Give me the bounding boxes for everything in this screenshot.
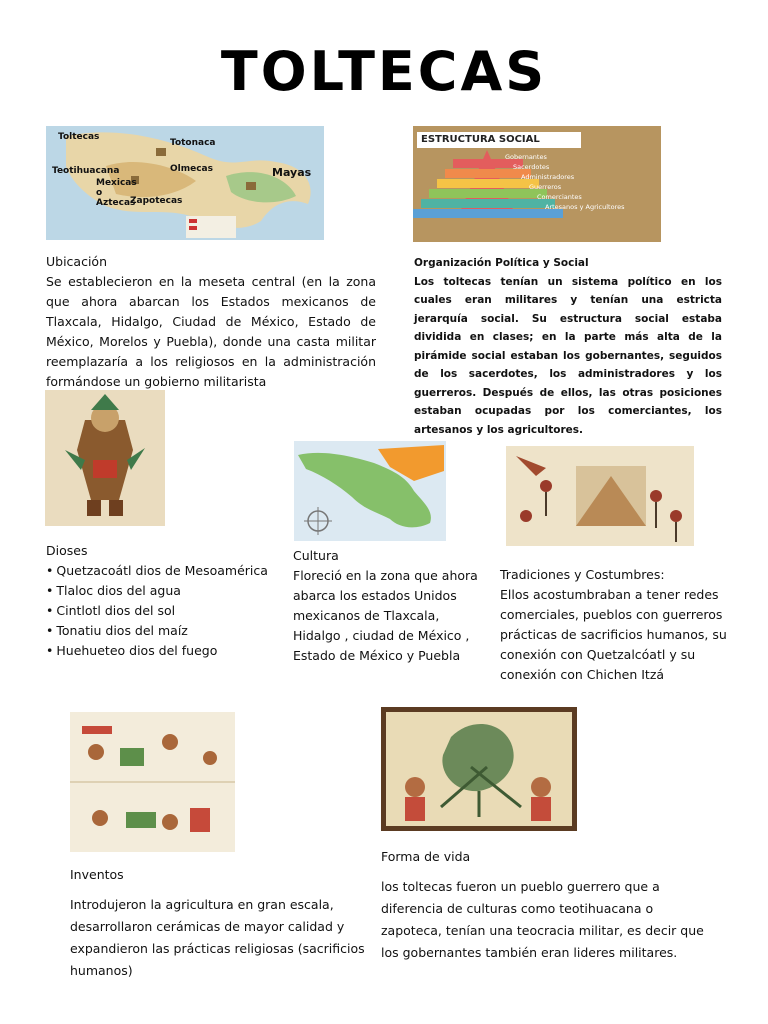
- forma-vida-body: los toltecas fueron un pueblo guerrero que a diferencia de culturas como teotihuacana o zapoteca, tenían una teocracia militar, es decir que los gobernantes también eran lideres militares.: [381, 879, 704, 960]
- god-codex-image: [45, 390, 165, 526]
- inventos-body: Introdujeron la agricultura en gran escala, desarrollaron cerámicas de mayor calidad y expandieron las prácticas religiosas (sacrificios humanos): [70, 897, 365, 978]
- tradiciones-section: [500, 565, 740, 685]
- inventos-heading: Inventos: [70, 867, 124, 882]
- map-label-zapotecas: Zapotecas: [130, 196, 183, 206]
- ubicacion-heading: Ubicación: [46, 254, 108, 269]
- level-artesanos: Artesanos y Agricultores: [545, 203, 625, 211]
- level-administradores: Administradores: [521, 173, 575, 181]
- dioses-section: [46, 541, 296, 661]
- tradiciones-body: Ellos acostumbraban a tener redes comerciales, pueblos con guerreros prácticas de sacrificios humanos, su conexión con Quetzalcóatl y su conexión con Chichen Itzá: [500, 587, 727, 682]
- level-sacerdotes: Sacerdotes: [513, 163, 550, 171]
- dioses-list: [46, 561, 296, 661]
- list-item: • Tonatiu dios del maíz: [46, 621, 296, 641]
- organizacion-body: Los toltecas tenían un sistema político en los cuales eran militares y tenían una estricta jerarquía social. Su estructura social estaba dividida en clases; en la parte más alta de la pirámide social estaban los gobernantes, seguidos de los sacerdotes, los administradores y los guerreros. Después de ellos, las otras posiciones estaban ocupadas por los comerciantes, los artesanos y los agricultores.: [414, 275, 722, 436]
- cultura-body: Floreció en la zona que ahora abarca los estados Unidos mexicanos de Tlaxcala, Hidalgo , ciudad de México , Estado de México y Puebla: [293, 568, 478, 663]
- forma-vida-heading: Forma de vida: [381, 849, 471, 864]
- map-label-totonaca: Totonaca: [170, 138, 216, 148]
- inventos-codex-image: [70, 712, 235, 852]
- map-label-toltecas: Toltecas: [58, 132, 100, 142]
- organizacion-heading: Organización Política y Social: [414, 257, 589, 269]
- list-item: • Cintlotl dios del sol: [46, 601, 296, 621]
- social-structure-header: ESTRUCTURA SOCIAL: [417, 132, 581, 148]
- list-item: • Quetzacoátl dios de Mesoamérica: [46, 561, 296, 581]
- map-label-mexicas: Mexicas o Aztecas: [96, 178, 137, 208]
- cultures-map-image: [46, 126, 324, 240]
- mexico-map-image: [294, 441, 446, 541]
- cultura-section: [293, 546, 483, 666]
- ubicacion-section: [46, 252, 376, 392]
- ubicacion-body: Se establecieron en la meseta central (en la zona que ahora abarcan los Estados mexicanos de Tlaxcala, Hidalgo, Ciudad de México, Estado de México, Morelos y Puebla), donde una casta militar reemplazaría a los religiosos en la administración formándose un gobierno militarista: [46, 274, 376, 389]
- inventos-section: [70, 864, 370, 982]
- list-item: • Tlaloc dios del agua: [46, 581, 296, 601]
- level-comerciantes: Comerciantes: [537, 193, 582, 201]
- cultura-heading: Cultura: [293, 548, 339, 563]
- map-label-mayas: Mayas: [272, 166, 312, 179]
- level-guerreros: Guerreros: [529, 183, 562, 191]
- ceremony-codex-image: [506, 446, 694, 546]
- social-structure-image: [413, 126, 661, 242]
- level-gobernantes: Gobernantes: [505, 153, 547, 161]
- map-label-olmecas: Olmecas: [170, 164, 213, 174]
- forma-vida-section: [381, 846, 709, 964]
- forma-vida-codex-image: [381, 707, 577, 831]
- organizacion-section: [414, 254, 722, 439]
- list-item: • Huehueteo dios del fuego: [46, 641, 296, 661]
- page-title: TOLTECAS: [220, 40, 548, 103]
- map-label-teotihuacana: Teotihuacana: [52, 166, 120, 176]
- tradiciones-heading: Tradiciones y Costumbres:: [500, 567, 665, 582]
- dioses-heading: Dioses: [46, 543, 88, 558]
